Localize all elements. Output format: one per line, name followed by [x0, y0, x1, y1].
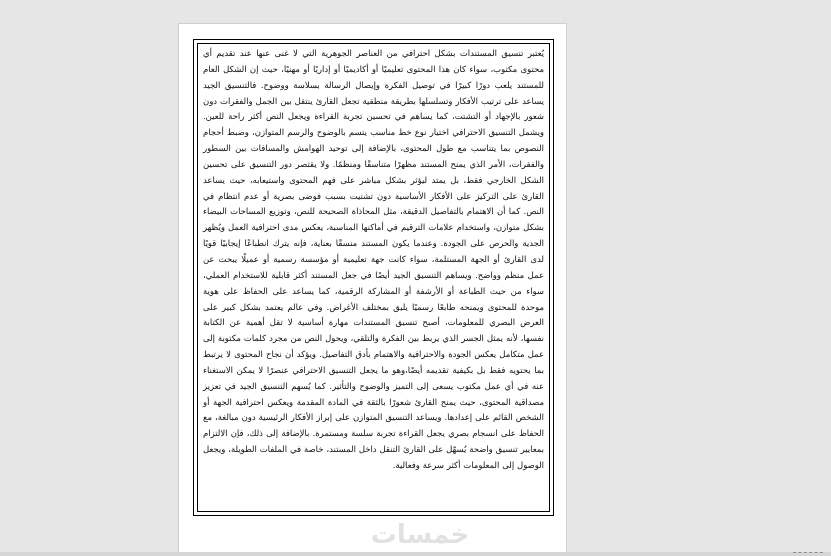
- document-page[interactable]: [178, 23, 567, 556]
- khamsat-watermark-logo: خمسات: [370, 520, 470, 550]
- status-indicator: [793, 552, 823, 556]
- page-border-inner: [197, 43, 550, 512]
- status-bar: [0, 552, 831, 556]
- document-body-text[interactable]: يُعتبر تنسيق المستندات بشكل احترافي من العناصر الجوهرية التي لا غنى عنها عند تقديم أي محتوى مكتوب، سواء كان هذا المحتوى تعليميًا أو أكاديميًا أو إداريًا أو مهنيًا، حيث إن الشكل العام للمستند يلعب دورًا كبيرًا في توصيل الفكرة وإيصال الرسالة بسلاسة ووضوح. فالتنسيق الجيد يساعد على ترتيب الأفكار وتسلسلها بطريقة منطقية تجعل القارئ ينتقل بين الجمل والفقرات دون شعور بالإجهاد أو التشتت، كما يساهم في تحسين تجربة القراءة ويجعل النص أكثر راحة للعين. ويشمل التنسيق الاحترافي اختيار نوع خط مناسب يتسم بالوضوح والرسم المتوازن، وضبط أحجام النصوص بما يتناسب مع طول المحتوى، بالإضافة إلى توحيد الهوامش والمسافات بين السطور والفقرات، الأمر الذي يمنح المستند مظهرًا متناسقًا ومنظمًا. ولا يقتصر دور التنسيق على تحسين الشكل الخارجي فقط، بل يمتد ليؤثر بشكل مباشر على فهم المحتوى واستيعابه، حيث يساعد القارئ على التركيز على الأفكار الأساسية دون تشتيت بسبب فوضى بصرية أو عدم انتظام في النص. كما أن الاهتمام بالتفاصيل الدقيقة، مثل المحاذاة الصحيحة للنص، وتوزيع المساحات البيضاء بشكل متوازن، واستخدام علامات الترقيم في أماكنها المناسبة، يعكس مدى احترافية العمل ويُظهر الجدية والحرص على الجودة. وعندما يكون المستند منسقًا بعناية، فإنه يترك انطباعًا إيجابيًا قويًا لدى القارئ أو الجهة المستلمة، سواء كانت جهة تعليمية أو مؤسسة رسمية أو عميلًا يبحث عن عمل منظم وواضح. ويساهم التنسيق الجيد أيضًا في جعل المستند أكثر قابلية للاستخدام العملي، سواء من حيث الطباعة أو الأرشفة أو المشاركة الرقمية، كما يساعد على الحفاظ على هوية موحدة للمحتوى ويمنحه طابعًا رسميًا يليق بمختلف الأغراض. وفي عالم يعتمد بشكل كبير على العرض البصري للمعلومات، أصبح تنسيق المستندات مهارة أساسية لا تقل أهمية عن الكتابة نفسها، لأنه يمثل الجسر الذي يربط بين الفكرة والتلقي، ويحول النص من مجرد كلمات مكتوبة إلى عمل متكامل يعكس الجودة والاحترافية والاهتمام بأدق التفاصيل. ويؤكد أن نجاح المحتوى لا يرتبط بما يحتويه فقط بل بكيفية تقديمه أيضًا،وهو ما يجعل التنسيق الاحترافي عنصرًا لا يمكن الاستغناء عنه في أي عمل مكتوب يسعى إلى التميز والوضوح والتأثير. كما يُسهم التنسيق الجيد في تعزيز مصداقية المحتوى، حيث يمنح القارئ شعورًا بالثقة في المادة المقدمة ويعكس احترافية الجهة أو الشخص القائم على إعدادها. ويساعد التنسيق المتوازن على إبراز الأفكار الرئيسية دون مبالغة، مع الحفاظ على انسجام بصري يجعل القراءة تجربة سلسة ومستمرة. بالإضافة إلى ذلك، فإن الالتزام بمعايير تنسيق واضحة يُسهّل على القارئ التنقل داخل المستند، خاصة في الملفات الطويلة، ويجعل الوصول إلى المعلومات أكثر سرعة وفعالية.: [203, 48, 544, 470]
- page-border-outer: [193, 39, 554, 516]
